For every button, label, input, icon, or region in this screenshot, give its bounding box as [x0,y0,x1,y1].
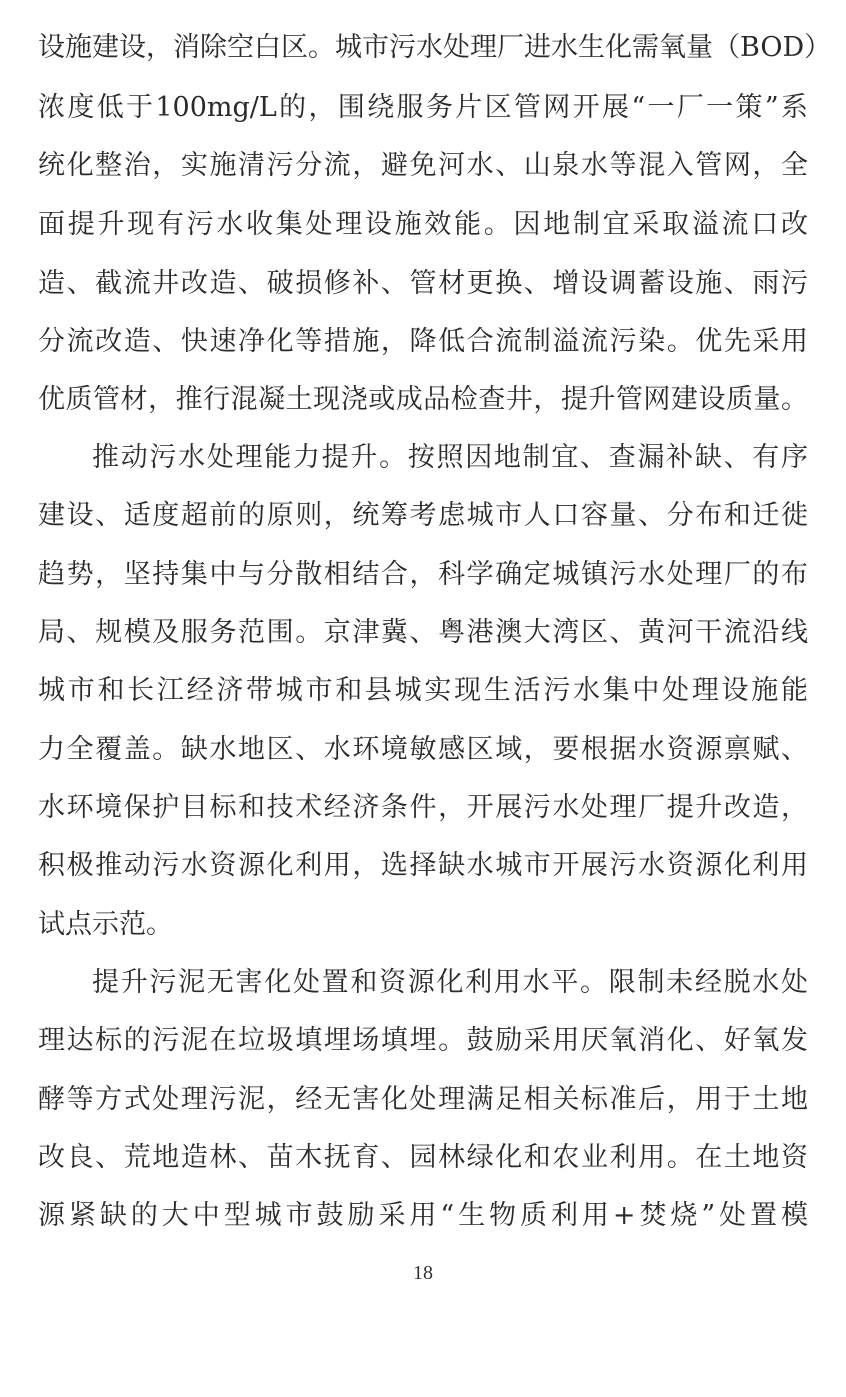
text-line: 力全覆盖。缺水地区、水环境敏感区域，要根据水资源禀赋、 [38,734,808,765]
paragraph-heading-line: 推动污水处理能力提升。按照因地制宜、查漏补缺、有序 [92,442,808,473]
text-line: 积极推动污水资源化利用，选择缺水城市开展污水资源化利用 [38,850,808,881]
text-line: 趋势，坚持集中与分散相结合，科学确定城镇污水处理厂的布 [38,559,808,590]
page-number: 18 [413,1262,433,1284]
text-line: 造、截流井改造、破损修补、管材更换、增设调蓄设施、雨污 [38,268,808,299]
text-line: 设施建设，消除空白区。城市污水处理厂进水生化需氧量（BOD） [38,32,832,63]
text-line: 理达标的污泥在垃圾填埋场填埋。鼓励采用厌氧消化、好氧发 [38,1025,808,1056]
text-line: 改良、荒地造林、苗木抚育、园林绿化和农业利用。在土地资 [38,1142,808,1173]
text-line: 试点示范。 [38,909,173,940]
text-line: 分流改造、快速净化等措施，降低合流制溢流污染。优先采用 [38,326,808,357]
text-line: 水环境保护目标和技术经济条件，开展污水处理厂提升改造， [38,792,808,823]
text-line: 优质管材，推行混凝土现浇或成品检查井，提升管网建设质量。 [38,384,808,415]
text-line: 建设、适度超前的原则，统筹考虑城市人口容量、分布和迁徙 [38,500,808,531]
text-line: 浓度低于100mg/L的，围绕服务片区管网开展“一厂一策”系 [38,92,808,123]
text-line: 酵等方式处理污泥，经无害化处理满足相关标准后，用于土地 [38,1084,808,1115]
text-line: 城市和长江经济带城市和县城实现生活污水集中处理设施能 [38,675,808,706]
paragraph-heading-line: 提升污泥无害化处置和资源化利用水平。限制未经脱水处 [92,967,808,998]
text-line: 统化整治，实施清污分流，避免河水、山泉水等混入管网，全 [38,150,808,181]
text-line: 源紧缺的大中型城市鼓励采用“生物质利用+焚烧”处置模 [38,1200,808,1231]
text-line: 局、规模及服务范围。京津冀、粤港澳大湾区、黄河干流沿线 [38,617,808,648]
text-line: 面提升现有污水收集处理设施效能。因地制宜采取溢流口改 [38,209,808,240]
